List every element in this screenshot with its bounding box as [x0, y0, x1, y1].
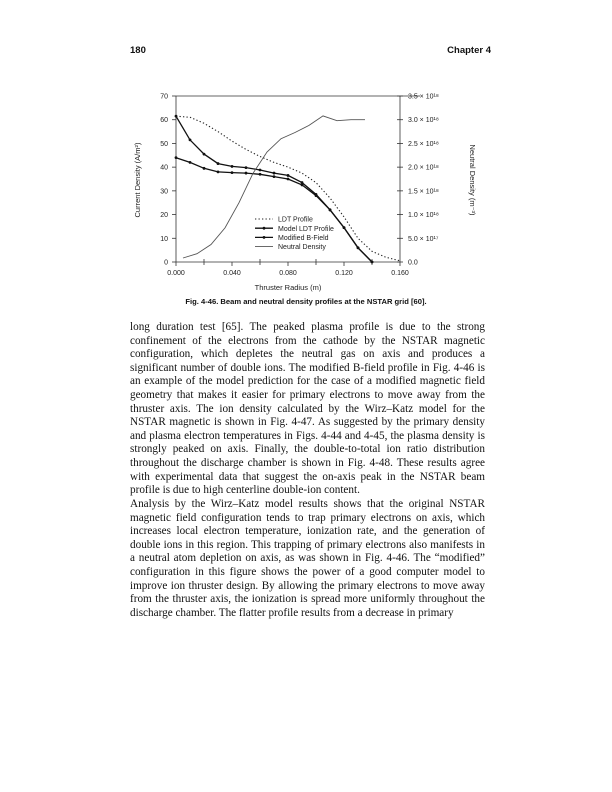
y2-tick-label: 2.0 × 10¹⁸ — [408, 164, 439, 172]
series-modified-b-field-point — [259, 173, 262, 176]
legend-label: Modified B-Field — [278, 235, 329, 242]
series-modified-b-field-point — [273, 175, 276, 178]
legend-label: Model LDT Profile — [278, 225, 334, 233]
series-modified-b-field-point — [217, 170, 220, 173]
series-model-ldt-profile-point — [217, 162, 220, 165]
legend-label: LDT Profile — [278, 216, 313, 224]
y-axis-label: Current Density (A/m²) — [133, 142, 142, 218]
y-tick-label: 0 — [164, 259, 168, 267]
series-modified-b-field-point — [287, 178, 290, 181]
legend-marker — [263, 227, 266, 230]
x-tick-label: 0.080 — [279, 270, 297, 277]
series-model-ldt-profile-point — [175, 115, 178, 118]
y2-tick-label: 3.5 × 10¹⁸ — [408, 93, 439, 101]
x-axis-label: Thruster Radius (m) — [254, 283, 322, 292]
body-paragraph-2: Analysis by the Wirz–Katz model results shows that the original NSTAR magnetic field configuration tends to trap primary electrons on axis, which increases local electron temperature, ionization rate, and the generation of double ions in this region. This trapping of primary electrons also manifests in a neutral atom depletion on axis, as was shown in Fig. 4-46. The “modified” configuration in this figure shows the power of a good computer model to improve ion thruster design. By allowing the primary electrons to move away from the thruster axis, the ionization is spread more uniformly throughout the discharge chamber. The flatter profile results from a decrease in primary — [130, 498, 485, 619]
y-tick-label: 40 — [160, 164, 168, 172]
y2-axis-label: Neutral Density (m⁻³) — [468, 144, 477, 216]
series-modified-b-field-point — [301, 184, 304, 187]
legend-marker — [263, 236, 266, 239]
y-tick-label: 10 — [160, 235, 168, 243]
series-model-ldt-profile-point — [287, 174, 290, 177]
x-tick-label: 0.000 — [167, 270, 185, 277]
series-model-ldt-profile-line — [176, 116, 372, 262]
series-model-ldt-profile-point — [273, 172, 276, 175]
y-tick-label: 30 — [160, 188, 168, 196]
legend-label: Neutral Density — [278, 244, 326, 252]
series-model-ldt-profile-point — [231, 165, 234, 168]
series-neutral-density-line — [183, 116, 365, 258]
series-modified-b-field-point — [357, 246, 360, 249]
series-modified-b-field-point — [189, 161, 192, 164]
x-tick-label: 0.160 — [391, 270, 409, 277]
y-tick-label: 70 — [160, 93, 168, 101]
y2-tick-label: 3.0 × 10¹⁸ — [408, 117, 439, 125]
series-modified-b-field-point — [371, 261, 374, 264]
x-tick-label: 0.120 — [335, 270, 353, 277]
body-paragraph-1: long duration test [65]. The peaked plasma profile is due to the strong confinement of the electrons from the cathode by the NSTAR magnetic configuration, which depletes the neutral gas on axis and produces a significant number of double ions. The modified B-field profile in Fig. 4-46 is an example of the model prediction for the case of a modified magnetic field geometry that makes it easier for primary electrons to move away from the thruster axis. The ion density calculated by the Wirz–Katz model for the NSTAR magnetic is shown in Fig. 4-47. As suggested by the primary density and plasma electron temperatures in Figs. 4-44 and 4-45, the plasma density is strongly peaked on axis. Finally, the double-to-total ion ratio distribution throughout the discharge chamber is shown in Fig. 4-48. These results agree with experimental data that suggest the on-axis peak in the NSTAR beam profile is due to high centerline double-ion content. — [130, 321, 485, 497]
chart-legend — [255, 217, 334, 252]
y-tick-label: 20 — [160, 212, 168, 220]
series-modified-b-field-point — [203, 167, 206, 170]
series-modified-b-field-point — [245, 172, 248, 175]
y-tick-label: 50 — [160, 140, 168, 148]
y2-tick-label: 0.0 — [408, 259, 418, 267]
x-tick-label: 0.040 — [223, 270, 241, 277]
chapter-heading: Chapter 4 — [447, 45, 491, 56]
series-model-ldt-profile-point — [245, 166, 248, 169]
series-modified-b-field-point — [343, 226, 346, 229]
y2-tick-label: 1.0 × 10¹⁸ — [408, 212, 439, 220]
y2-tick-label: 1.5 × 10¹⁸ — [408, 188, 439, 196]
series-modified-b-field-point — [175, 156, 178, 159]
series-model-ldt-profile-point — [203, 153, 206, 156]
y2-tick-label: 5.0 × 10¹⁷ — [408, 235, 439, 243]
series-model-ldt-profile-point — [189, 138, 192, 141]
y-tick-label: 60 — [160, 117, 168, 125]
series-model-ldt-profile-point — [259, 169, 262, 172]
series-modified-b-field-point — [231, 171, 234, 174]
series-modified-b-field-point — [329, 208, 332, 211]
figure-caption: Fig. 4-46. Beam and neutral density profiles at the NSTAR grid [60]. — [185, 297, 427, 306]
figure-chart — [100, 80, 520, 310]
page-number: 180 — [130, 45, 146, 56]
series-modified-b-field-point — [315, 194, 318, 197]
y2-tick-label: 2.5 × 10¹⁸ — [408, 140, 439, 148]
